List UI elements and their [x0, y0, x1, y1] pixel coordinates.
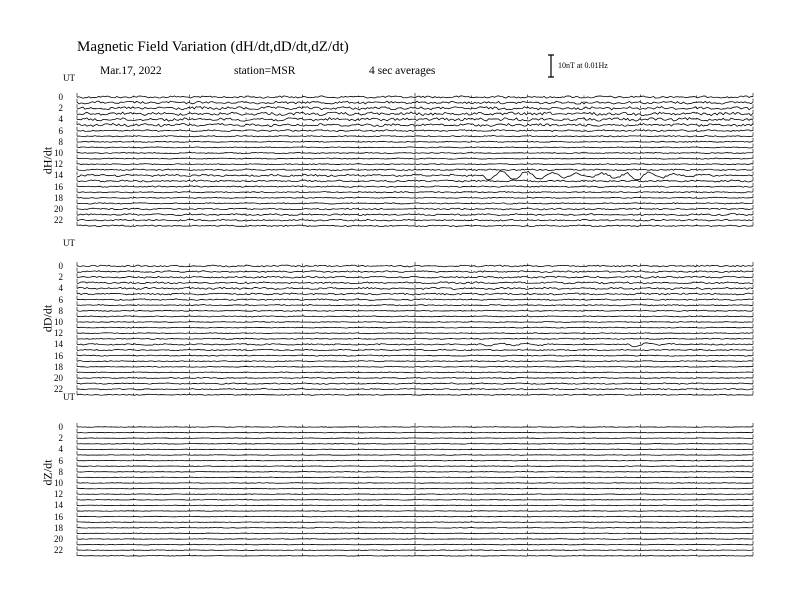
trace-hour-7 [77, 466, 753, 467]
hour-tick-label: 2 [58, 103, 63, 114]
trace-hour-14 [77, 505, 753, 506]
trace-ticks [77, 479, 753, 483]
trace-ticks [77, 329, 753, 333]
trace-ticks [77, 501, 753, 505]
trace-hour-13 [77, 169, 753, 170]
hour-tick-label: 6 [58, 455, 63, 466]
trace-ticks [77, 143, 753, 147]
trace-hour-20 [77, 208, 753, 210]
hour-tick-label: 12 [54, 489, 63, 500]
hour-tick-label: 16 [54, 350, 63, 361]
hour-tick-label: 18 [54, 192, 63, 203]
trace-ticks [77, 188, 753, 192]
panel-ylabel: dH/dt [40, 146, 55, 175]
trace-hour-19 [77, 533, 753, 534]
trace-ticks [77, 307, 753, 311]
scale-bar [548, 55, 554, 77]
trace-ticks [77, 546, 753, 550]
trace-hour-2 [77, 276, 753, 278]
trace-ticks [77, 222, 753, 226]
hour-tick-label: 4 [58, 114, 63, 125]
hour-tick-label: 10 [54, 317, 63, 327]
hour-tick-label: 12 [54, 328, 63, 339]
trace-hour-12 [77, 333, 753, 334]
hour-tick-label: 14 [54, 339, 63, 350]
trace-hour-13 [77, 338, 753, 339]
chart-title: Magnetic Field Variation (dH/dt,dD/dt,dZ/dt) [77, 39, 349, 55]
hour-tick-label: 8 [58, 305, 63, 316]
trace-ticks [77, 132, 753, 136]
trace-ticks [77, 457, 753, 461]
hour-tick-label: 10 [54, 148, 63, 158]
trace-hour-19 [77, 203, 753, 204]
trace-hour-12 [77, 494, 753, 495]
trace-hour-9 [77, 316, 753, 317]
station-label: station=MSR [234, 65, 296, 77]
hour-tick-label: 16 [54, 511, 63, 522]
hour-tick-label: 0 [58, 261, 63, 271]
hour-tick-label: 8 [58, 136, 63, 147]
trace-ticks [77, 468, 753, 472]
trace-hour-12 [77, 164, 753, 165]
trace-ticks [77, 462, 753, 466]
trace-hour-17 [77, 522, 753, 523]
trace-ticks [77, 473, 753, 477]
hour-tick-label: 14 [54, 500, 63, 511]
averaging-label: 4 sec averages [369, 65, 436, 77]
trace-ticks [77, 324, 753, 328]
trace-hour-11 [77, 327, 753, 328]
trace-hour-2 [77, 438, 753, 439]
trace-hour-21 [77, 383, 753, 384]
hour-tick-label: 8 [58, 466, 63, 477]
hour-tick-label: 20 [54, 534, 63, 544]
hour-tick-label: 4 [58, 444, 63, 455]
trace-hour-20 [77, 539, 753, 540]
date-label: Mar.17, 2022 [100, 65, 162, 77]
trace-ticks [77, 368, 753, 372]
trace-hour-15 [77, 511, 753, 512]
trace-hour-9 [77, 477, 753, 478]
trace-hour-21 [77, 544, 753, 545]
trace-ticks [77, 296, 753, 300]
trace-ticks [77, 451, 753, 455]
hour-tick-label: 4 [58, 283, 63, 294]
trace-ticks [77, 138, 753, 142]
hour-tick-label: 18 [54, 361, 63, 372]
trace-ticks [77, 99, 753, 103]
trace-ticks [77, 524, 753, 528]
trace-hour-23 [77, 555, 753, 556]
trace-hour-10 [77, 322, 753, 323]
panel-dddt [77, 262, 753, 395]
trace-hour-18 [77, 527, 753, 528]
ut-axis-label: UT [63, 392, 75, 402]
trace-hour-3 [77, 112, 753, 116]
panel-ylabel: dD/dt [40, 304, 55, 333]
panel-dzdt [77, 423, 753, 556]
trace-ticks [77, 177, 753, 181]
trace-ticks [77, 445, 753, 449]
trace-hour-1 [77, 432, 753, 433]
hour-tick-label: 10 [54, 478, 63, 488]
trace-hour-8 [77, 471, 753, 472]
trace-hour-16 [77, 516, 753, 517]
trace-ticks [77, 541, 753, 545]
ut-axis-label: UT [63, 73, 75, 83]
trace-hour-3 [77, 443, 753, 444]
hour-tick-label: 0 [58, 422, 63, 432]
hour-tick-label: 22 [54, 384, 63, 395]
hour-tick-label: 6 [58, 125, 63, 136]
hour-tick-label: 20 [54, 373, 63, 383]
trace-hour-5 [77, 455, 753, 456]
trace-ticks [77, 429, 753, 433]
scale-bar-label: 10nT at 0.01Hz [558, 61, 608, 70]
hour-tick-label: 14 [54, 170, 63, 181]
trace-hour-6 [77, 130, 753, 132]
trace-ticks [77, 115, 753, 119]
trace-hour-0 [77, 265, 753, 267]
trace-hour-20 [77, 377, 753, 378]
hour-tick-label: 6 [58, 294, 63, 305]
trace-ticks [77, 149, 753, 153]
hour-tick-label: 22 [54, 215, 63, 226]
trace-ticks [77, 363, 753, 367]
hour-tick-label: 20 [54, 204, 63, 214]
trace-ticks [77, 535, 753, 539]
ut-axis-label: UT [63, 238, 75, 248]
trace-hour-3 [77, 282, 753, 284]
trace-hour-1 [77, 271, 753, 273]
hour-tick-label: 16 [54, 181, 63, 192]
hour-tick-label: 18 [54, 522, 63, 533]
hour-tick-label: 2 [58, 272, 63, 283]
trace-ticks [77, 496, 753, 500]
panel-ylabel: dZ/dt [40, 459, 55, 486]
trace-hour-13 [77, 499, 753, 500]
trace-ticks [77, 513, 753, 517]
hour-tick-label: 12 [54, 159, 63, 170]
hour-tick-label: 0 [58, 92, 63, 102]
trace-ticks [77, 385, 753, 389]
trace-hour-9 [77, 147, 753, 148]
panel-dhdt [77, 93, 753, 227]
trace-ticks [77, 423, 753, 427]
trace-hour-18 [77, 366, 753, 367]
trace-ticks [77, 284, 753, 288]
trace-hour-6 [77, 460, 753, 461]
trace-hour-0 [77, 427, 753, 428]
trace-hour-22 [77, 550, 753, 551]
hour-tick-label: 22 [54, 545, 63, 556]
hour-tick-label: 2 [58, 433, 63, 444]
